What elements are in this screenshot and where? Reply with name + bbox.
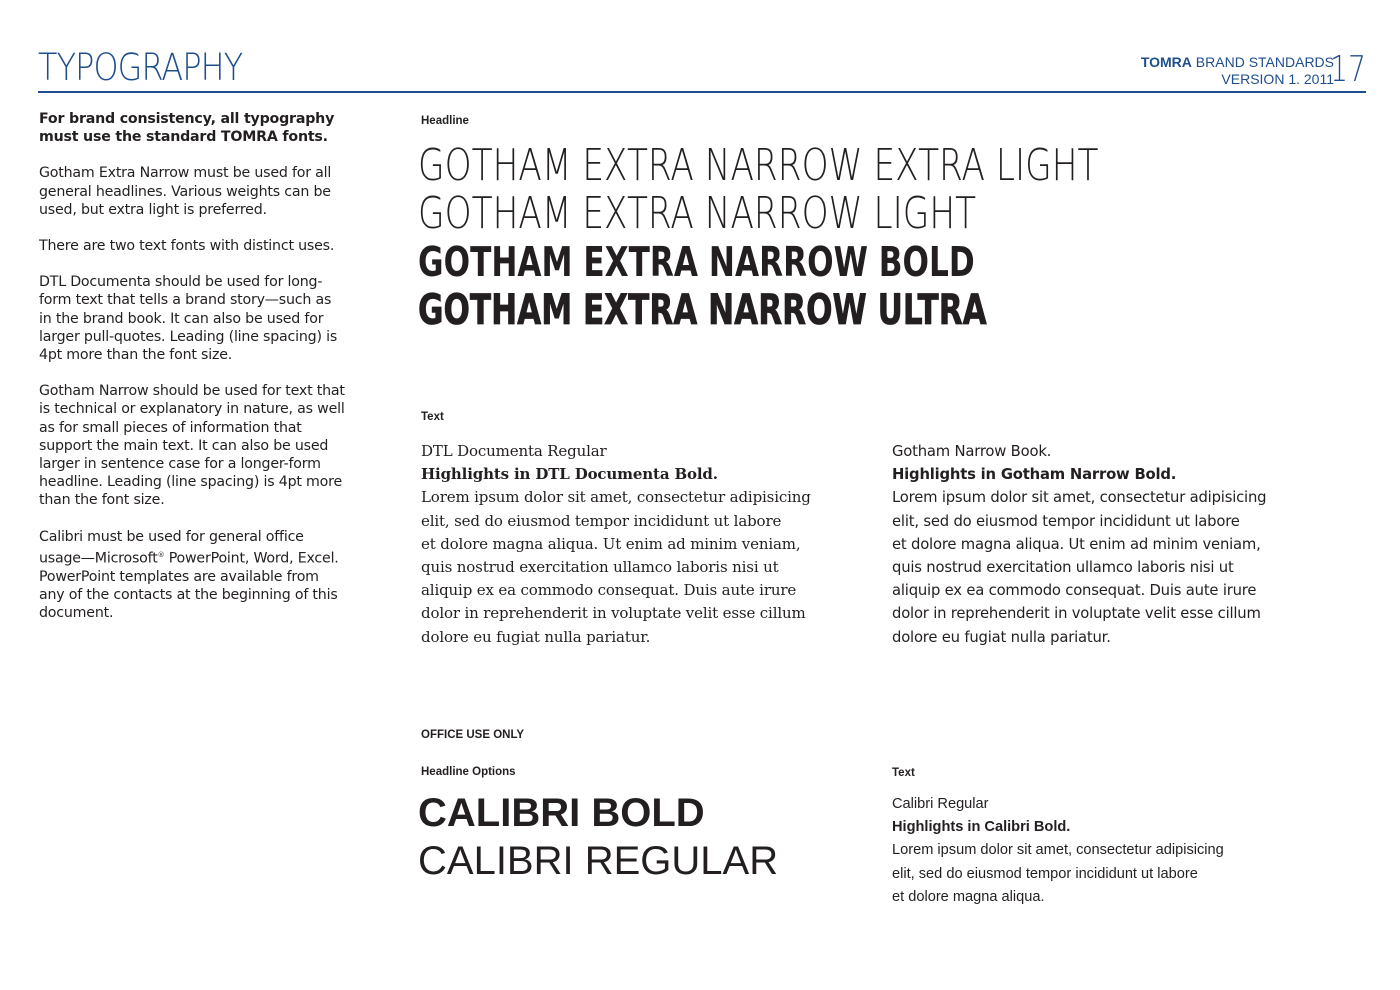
gotham-narrow-highlight: Highlights in Gotham Narrow Bold. bbox=[892, 466, 1177, 484]
calibri-font-name: Calibri Regular bbox=[892, 796, 989, 812]
lorem-line: aliquip ex ea commodo consequat. Duis aute irure bbox=[421, 581, 797, 600]
lorem-line: dolore eu fugiat nulla pariatur. bbox=[421, 627, 651, 646]
paragraph-text-fonts: There are two text fonts with distinct uses. bbox=[39, 238, 335, 255]
lorem-line: dolor in reprehenderit in voluptate velit esse cillum bbox=[892, 605, 1261, 623]
office-use-only-label: OFFICE USE ONLY bbox=[421, 729, 525, 741]
brand-suffix: BRAND STANDARDS bbox=[1191, 54, 1334, 70]
paragraph-gotham-narrow: Gotham Narrow should be used for text that is technical or explanatory in nature, as well as for small pieces of information that support the main text. It can also be used larger in sentence case for a longer-form headline. Leading (line spacing) is 4pt more than the font size. bbox=[39, 383, 345, 509]
calibri-text-sample bbox=[892, 793, 1292, 909]
lorem-line: Lorem ipsum dolor sit amet, consectetur adipisicing bbox=[892, 842, 1224, 859]
left-column bbox=[39, 110, 347, 640]
registered-mark: ® bbox=[157, 550, 165, 559]
lorem-line: Lorem ipsum dolor sit amet, consectetur adipisicing bbox=[421, 488, 811, 507]
lorem-line: elit, sed do eiusmod tempor incididunt ut labore bbox=[421, 511, 782, 530]
brand-line bbox=[1141, 54, 1334, 71]
page-title: TYPOGRAPHY bbox=[38, 46, 243, 89]
text-label: Text bbox=[421, 411, 444, 423]
lorem-line: dolore eu fugiat nulla pariatur. bbox=[892, 628, 1111, 646]
brand-name: TOMRA bbox=[1140, 54, 1192, 70]
headline-label: Headline bbox=[421, 115, 469, 127]
headline-ultra-sample: GOTHAM EXTRA NARROW ULTRA bbox=[418, 285, 987, 334]
lorem-line: aliquip ex ea commodo consequat. Duis aute irure bbox=[892, 582, 1257, 600]
gotham-narrow-font-name: Gotham Narrow Book. bbox=[892, 443, 1052, 460]
lorem-line: et dolore magna aliqua. Ut enim ad minim veniam, bbox=[421, 534, 801, 553]
lorem-line: quis nostrud exercitation ullamco laboris nisi ut bbox=[892, 559, 1234, 577]
paragraph-calibri bbox=[39, 528, 347, 623]
headline-extra-light-sample: GOTHAM EXTRA NARROW EXTRA LIGHT bbox=[418, 140, 1099, 191]
lorem-line: et dolore magna aliqua. bbox=[892, 888, 1045, 905]
calibri-regular-sample: CALIBRI REGULAR bbox=[418, 839, 779, 883]
lorem-line: elit, sed do eiusmod tempor incididunt ut labore bbox=[892, 865, 1198, 882]
documenta-text-sample bbox=[421, 440, 821, 649]
headline-light-sample: GOTHAM EXTRA NARROW LIGHT bbox=[418, 188, 977, 239]
calibri-highlight: Highlights in Calibri Bold. bbox=[892, 819, 1071, 836]
documenta-font-name: DTL Documenta Regular bbox=[421, 442, 607, 460]
gotham-narrow-text-sample bbox=[892, 440, 1292, 649]
calibri-bold-sample: CALIBRI BOLD bbox=[418, 791, 705, 835]
calibri-text-end: PowerPoint, Word, Excel. PowerPoint templates are available from any of the contacts at the beginning of this document. bbox=[39, 550, 339, 622]
paragraph-gotham-extra-narrow: Gotham Extra Narrow must be used for all general headlines. Various weights can be used, but extra light is preferred. bbox=[39, 165, 332, 218]
version-line: VERSION 1. 2011 bbox=[1221, 71, 1334, 87]
office-text-label: Text bbox=[892, 767, 915, 779]
documenta-highlight: Highlights in DTL Documenta Bold. bbox=[421, 465, 718, 484]
lorem-line: dolor in reprehenderit in voluptate velit esse cillum bbox=[421, 604, 806, 623]
lorem-line: Lorem ipsum dolor sit amet, consectetur adipisicing bbox=[892, 489, 1267, 507]
header-rule bbox=[38, 91, 1366, 93]
lorem-line: quis nostrud exercitation ullamco laboris nisi ut bbox=[421, 558, 779, 577]
headline-bold-sample: GOTHAM EXTRA NARROW BOLD bbox=[418, 238, 975, 286]
page-number: 17 bbox=[1330, 49, 1366, 90]
paragraph-dtl-documenta: DTL Documenta should be used for long-form text that tells a brand story—such as in the brand book. It can also be used for larger pull-quotes. Leading (line spacing) is 4pt more than the font size. bbox=[39, 274, 338, 364]
calibri-text-start: Calibri must be used for general office usage—Microsoft bbox=[39, 528, 304, 567]
headline-options-label: Headline Options bbox=[421, 766, 516, 778]
lorem-line: elit, sed do eiusmod tempor incididunt ut labore bbox=[892, 512, 1240, 530]
brand-standards-header bbox=[1141, 54, 1334, 88]
lorem-line: et dolore magna aliqua. Ut enim ad minim veniam, bbox=[892, 535, 1261, 553]
intro-text: For brand consistency, all typography must use the standard TOMRA fonts. bbox=[39, 111, 335, 146]
